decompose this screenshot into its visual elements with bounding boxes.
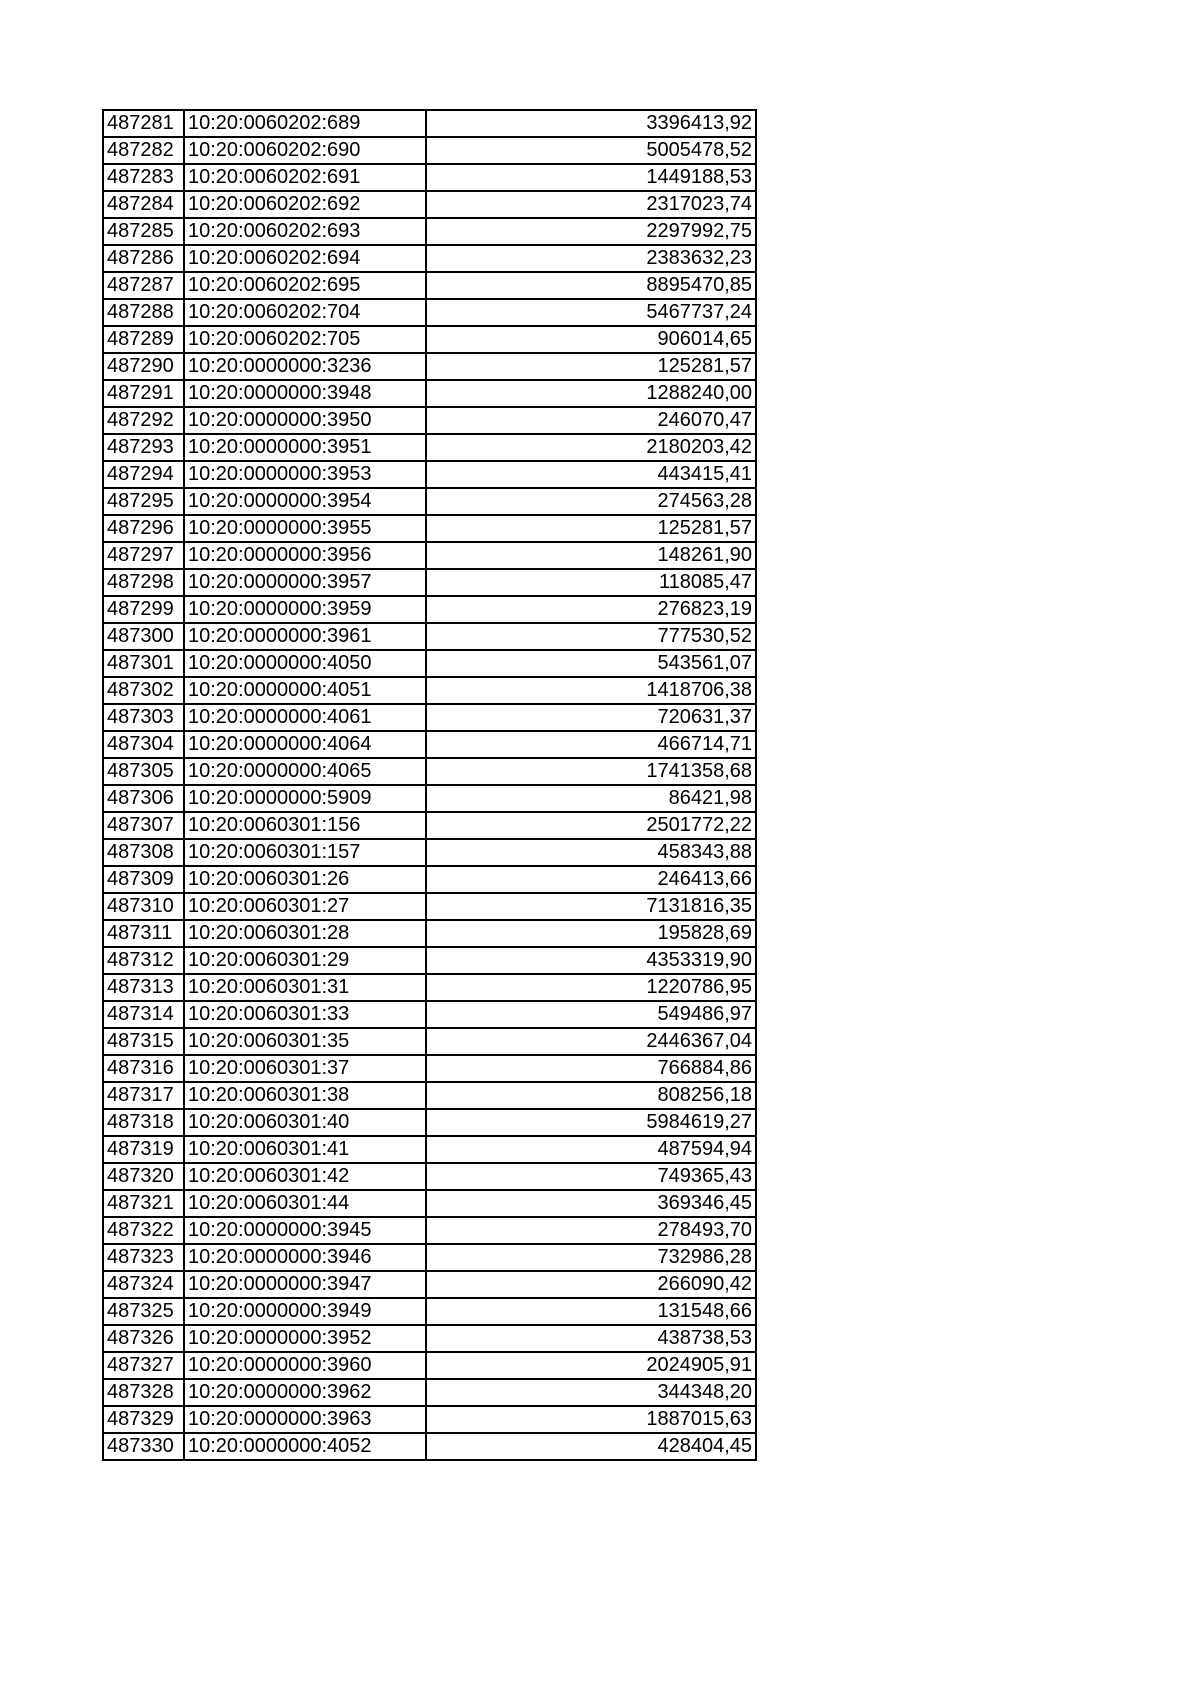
row-id-cell: 487297 [103, 542, 184, 569]
table-row [103, 1217, 756, 1244]
table-row [103, 353, 756, 380]
table-row [103, 1244, 756, 1271]
table-row [103, 110, 756, 137]
value-cell: 443415,41 [426, 461, 756, 488]
value-cell: 428404,45 [426, 1433, 756, 1460]
value-cell: 458343,88 [426, 839, 756, 866]
table-row [103, 758, 756, 785]
cadastral-number-cell: 10:20:0000000:3945 [184, 1217, 426, 1244]
table-row [103, 164, 756, 191]
table-row [103, 407, 756, 434]
row-id-cell: 487299 [103, 596, 184, 623]
row-id-cell: 487328 [103, 1379, 184, 1406]
cadastral-number-cell: 10:20:0000000:3948 [184, 380, 426, 407]
value-cell: 276823,19 [426, 596, 756, 623]
table-row [103, 596, 756, 623]
table-row [103, 434, 756, 461]
value-cell: 2446367,04 [426, 1028, 756, 1055]
value-cell: 720631,37 [426, 704, 756, 731]
value-cell: 549486,97 [426, 1001, 756, 1028]
table-row [103, 1433, 756, 1460]
table-row [103, 218, 756, 245]
row-id-cell: 487285 [103, 218, 184, 245]
row-id-cell: 487309 [103, 866, 184, 893]
table-row [103, 1379, 756, 1406]
cadastral-number-cell: 10:20:0000000:3946 [184, 1244, 426, 1271]
table-row [103, 461, 756, 488]
cadastral-number-cell: 10:20:0060202:690 [184, 137, 426, 164]
cadastral-number-cell: 10:20:0060301:33 [184, 1001, 426, 1028]
value-cell: 5005478,52 [426, 137, 756, 164]
cadastral-number-cell: 10:20:0060301:28 [184, 920, 426, 947]
row-id-cell: 487317 [103, 1082, 184, 1109]
value-cell: 246413,66 [426, 866, 756, 893]
cadastral-number-cell: 10:20:0060301:156 [184, 812, 426, 839]
table-row [103, 947, 756, 974]
table-row [103, 677, 756, 704]
value-cell: 1741358,68 [426, 758, 756, 785]
value-cell: 732986,28 [426, 1244, 756, 1271]
cadastral-number-cell: 10:20:0060301:157 [184, 839, 426, 866]
value-cell: 8895470,85 [426, 272, 756, 299]
row-id-cell: 487314 [103, 1001, 184, 1028]
cadastral-number-cell: 10:20:0000000:4050 [184, 650, 426, 677]
cadastral-number-cell: 10:20:0000000:3962 [184, 1379, 426, 1406]
cadastral-number-cell: 10:20:0000000:4061 [184, 704, 426, 731]
row-id-cell: 487287 [103, 272, 184, 299]
table-row [103, 569, 756, 596]
table-row [103, 380, 756, 407]
table-row [103, 326, 756, 353]
table-row [103, 272, 756, 299]
row-id-cell: 487281 [103, 110, 184, 137]
row-id-cell: 487292 [103, 407, 184, 434]
value-cell: 777530,52 [426, 623, 756, 650]
value-cell: 2180203,42 [426, 434, 756, 461]
value-cell: 466714,71 [426, 731, 756, 758]
cadastral-number-cell: 10:20:0060202:691 [184, 164, 426, 191]
table-row [103, 974, 756, 1001]
cadastral-number-cell: 10:20:0060202:695 [184, 272, 426, 299]
row-id-cell: 487310 [103, 893, 184, 920]
cadastral-number-cell: 10:20:0060301:35 [184, 1028, 426, 1055]
cadastral-number-cell: 10:20:0060301:29 [184, 947, 426, 974]
row-id-cell: 487283 [103, 164, 184, 191]
cadastral-number-cell: 10:20:0000000:3959 [184, 596, 426, 623]
table-row [103, 1163, 756, 1190]
value-cell: 125281,57 [426, 353, 756, 380]
spreadsheet-sheet [102, 109, 757, 1461]
row-id-cell: 487289 [103, 326, 184, 353]
row-id-cell: 487320 [103, 1163, 184, 1190]
cadastral-number-cell: 10:20:0000000:3950 [184, 407, 426, 434]
table-row [103, 1082, 756, 1109]
row-id-cell: 487296 [103, 515, 184, 542]
cadastral-number-cell: 10:20:0000000:3957 [184, 569, 426, 596]
row-id-cell: 487307 [103, 812, 184, 839]
row-id-cell: 487304 [103, 731, 184, 758]
value-cell: 2383632,23 [426, 245, 756, 272]
table-row [103, 1190, 756, 1217]
cadastral-number-cell: 10:20:0000000:3954 [184, 488, 426, 515]
value-cell: 266090,42 [426, 1271, 756, 1298]
row-id-cell: 487315 [103, 1028, 184, 1055]
table-row [103, 731, 756, 758]
table-row [103, 785, 756, 812]
row-id-cell: 487330 [103, 1433, 184, 1460]
cadastral-number-cell: 10:20:0000000:3955 [184, 515, 426, 542]
cadastral-number-cell: 10:20:0000000:4064 [184, 731, 426, 758]
value-cell: 125281,57 [426, 515, 756, 542]
value-cell: 86421,98 [426, 785, 756, 812]
cadastral-number-cell: 10:20:0060301:37 [184, 1055, 426, 1082]
table-row [103, 1001, 756, 1028]
cadastral-number-cell: 10:20:0060301:31 [184, 974, 426, 1001]
row-id-cell: 487295 [103, 488, 184, 515]
cadastral-number-cell: 10:20:0060301:42 [184, 1163, 426, 1190]
row-id-cell: 487324 [103, 1271, 184, 1298]
row-id-cell: 487319 [103, 1136, 184, 1163]
cadastral-number-cell: 10:20:0060202:693 [184, 218, 426, 245]
table-body [103, 110, 756, 1460]
cadastral-number-cell: 10:20:0000000:3960 [184, 1352, 426, 1379]
table-row [103, 920, 756, 947]
cadastral-number-cell: 10:20:0000000:3961 [184, 623, 426, 650]
cadastral-number-cell: 10:20:0060202:692 [184, 191, 426, 218]
row-id-cell: 487322 [103, 1217, 184, 1244]
cadastral-number-cell: 10:20:0060301:27 [184, 893, 426, 920]
row-id-cell: 487323 [103, 1244, 184, 1271]
cadastral-number-cell: 10:20:0060301:40 [184, 1109, 426, 1136]
cadastral-number-cell: 10:20:0060202:689 [184, 110, 426, 137]
value-cell: 4353319,90 [426, 947, 756, 974]
value-cell: 3396413,92 [426, 110, 756, 137]
value-cell: 766884,86 [426, 1055, 756, 1082]
value-cell: 344348,20 [426, 1379, 756, 1406]
cadastral-value-table [102, 109, 757, 1461]
table-row [103, 191, 756, 218]
row-id-cell: 487286 [103, 245, 184, 272]
row-id-cell: 487318 [103, 1109, 184, 1136]
row-id-cell: 487326 [103, 1325, 184, 1352]
value-cell: 749365,43 [426, 1163, 756, 1190]
value-cell: 131548,66 [426, 1298, 756, 1325]
row-id-cell: 487294 [103, 461, 184, 488]
value-cell: 195828,69 [426, 920, 756, 947]
value-cell: 1449188,53 [426, 164, 756, 191]
row-id-cell: 487293 [103, 434, 184, 461]
row-id-cell: 487302 [103, 677, 184, 704]
cadastral-number-cell: 10:20:0060202:694 [184, 245, 426, 272]
table-row [103, 1109, 756, 1136]
value-cell: 148261,90 [426, 542, 756, 569]
row-id-cell: 487282 [103, 137, 184, 164]
table-row [103, 1325, 756, 1352]
cadastral-number-cell: 10:20:0060301:38 [184, 1082, 426, 1109]
cadastral-number-cell: 10:20:0000000:4065 [184, 758, 426, 785]
table-row [103, 650, 756, 677]
table-row [103, 1028, 756, 1055]
row-id-cell: 487308 [103, 839, 184, 866]
row-id-cell: 487301 [103, 650, 184, 677]
value-cell: 5467737,24 [426, 299, 756, 326]
table-row [103, 1271, 756, 1298]
cadastral-number-cell: 10:20:0060301:41 [184, 1136, 426, 1163]
cadastral-number-cell: 10:20:0000000:4052 [184, 1433, 426, 1460]
value-cell: 1418706,38 [426, 677, 756, 704]
row-id-cell: 487313 [103, 974, 184, 1001]
value-cell: 1220786,95 [426, 974, 756, 1001]
row-id-cell: 487325 [103, 1298, 184, 1325]
table-row [103, 1055, 756, 1082]
value-cell: 2297992,75 [426, 218, 756, 245]
cadastral-number-cell: 10:20:0000000:3956 [184, 542, 426, 569]
value-cell: 487594,94 [426, 1136, 756, 1163]
cadastral-number-cell: 10:20:0000000:3951 [184, 434, 426, 461]
value-cell: 274563,28 [426, 488, 756, 515]
cadastral-number-cell: 10:20:0060301:44 [184, 1190, 426, 1217]
cadastral-number-cell: 10:20:0060202:704 [184, 299, 426, 326]
row-id-cell: 487312 [103, 947, 184, 974]
row-id-cell: 487316 [103, 1055, 184, 1082]
value-cell: 906014,65 [426, 326, 756, 353]
value-cell: 369346,45 [426, 1190, 756, 1217]
table-row [103, 245, 756, 272]
row-id-cell: 487311 [103, 920, 184, 947]
row-id-cell: 487291 [103, 380, 184, 407]
value-cell: 808256,18 [426, 1082, 756, 1109]
value-cell: 2501772,22 [426, 812, 756, 839]
value-cell: 246070,47 [426, 407, 756, 434]
table-row [103, 1406, 756, 1433]
cadastral-number-cell: 10:20:0000000:3963 [184, 1406, 426, 1433]
value-cell: 2024905,91 [426, 1352, 756, 1379]
row-id-cell: 487321 [103, 1190, 184, 1217]
table-row [103, 542, 756, 569]
cadastral-number-cell: 10:20:0000000:5909 [184, 785, 426, 812]
table-row [103, 839, 756, 866]
table-row [103, 299, 756, 326]
cadastral-number-cell: 10:20:0000000:3953 [184, 461, 426, 488]
row-id-cell: 487329 [103, 1406, 184, 1433]
cadastral-number-cell: 10:20:0000000:3949 [184, 1298, 426, 1325]
row-id-cell: 487284 [103, 191, 184, 218]
table-row [103, 488, 756, 515]
cadastral-number-cell: 10:20:0000000:3236 [184, 353, 426, 380]
value-cell: 7131816,35 [426, 893, 756, 920]
table-row [103, 1136, 756, 1163]
table-row [103, 515, 756, 542]
row-id-cell: 487327 [103, 1352, 184, 1379]
value-cell: 5984619,27 [426, 1109, 756, 1136]
value-cell: 438738,53 [426, 1325, 756, 1352]
row-id-cell: 487305 [103, 758, 184, 785]
row-id-cell: 487300 [103, 623, 184, 650]
cadastral-number-cell: 10:20:0060301:26 [184, 866, 426, 893]
table-row [103, 1352, 756, 1379]
cadastral-number-cell: 10:20:0000000:3952 [184, 1325, 426, 1352]
table-row [103, 137, 756, 164]
row-id-cell: 487288 [103, 299, 184, 326]
value-cell: 278493,70 [426, 1217, 756, 1244]
table-row [103, 1298, 756, 1325]
table-row [103, 812, 756, 839]
row-id-cell: 487306 [103, 785, 184, 812]
row-id-cell: 487303 [103, 704, 184, 731]
value-cell: 1288240,00 [426, 380, 756, 407]
table-row [103, 893, 756, 920]
table-row [103, 866, 756, 893]
cadastral-number-cell: 10:20:0000000:4051 [184, 677, 426, 704]
cadastral-number-cell: 10:20:0000000:3947 [184, 1271, 426, 1298]
table-row [103, 704, 756, 731]
value-cell: 118085,47 [426, 569, 756, 596]
cadastral-number-cell: 10:20:0060202:705 [184, 326, 426, 353]
row-id-cell: 487298 [103, 569, 184, 596]
value-cell: 2317023,74 [426, 191, 756, 218]
table-row [103, 623, 756, 650]
row-id-cell: 487290 [103, 353, 184, 380]
value-cell: 543561,07 [426, 650, 756, 677]
value-cell: 1887015,63 [426, 1406, 756, 1433]
